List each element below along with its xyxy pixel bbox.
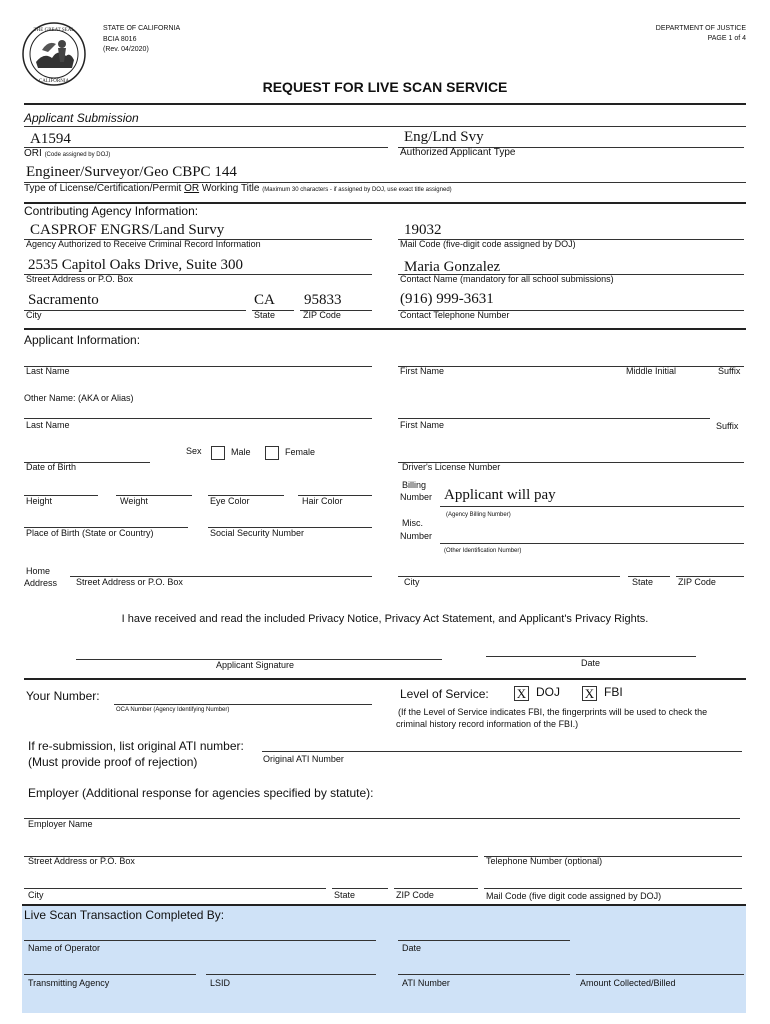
contact-phone-field[interactable]: (916) 999-3631 (400, 291, 494, 307)
agency-city-field[interactable]: Sacramento (28, 292, 99, 308)
fbi-note-2: criminal history record information of the FBI.) (396, 719, 579, 729)
ssn-label: Social Security Number (210, 528, 305, 538)
alias-last-name-field[interactable] (24, 418, 372, 419)
agency-address-label: Street Address or P.O. Box (26, 274, 133, 284)
mail-code-label: Mail Code (five-digit code assigned by DOJ) (400, 239, 576, 249)
billing-label-2: Number (400, 492, 433, 502)
doj-label: DOJ (536, 685, 560, 699)
ati-number-label: ATI Number (402, 978, 450, 988)
employer-zip-field[interactable] (394, 888, 478, 889)
original-ati-label: Original ATI Number (263, 754, 344, 764)
contact-name-field[interactable]: Maria Gonzalez (404, 259, 501, 275)
last-name-field[interactable] (24, 366, 372, 367)
other-name-label: Other Name: (AKA or Alias) (24, 393, 134, 403)
section-applicant-information: Applicant Information: (24, 333, 141, 347)
section-applicant-submission: Applicant Submission (24, 111, 139, 125)
privacy-statement: I have received and read the included Privacy Notice, Privacy Act Statement, and Applicant's Privacy Rights. (121, 613, 649, 625)
agency-zip-label: ZIP Code (303, 310, 341, 320)
billing-note: (Agency Billing Number) (446, 512, 511, 518)
sex-label: Sex (186, 446, 202, 456)
employer-mailcode-label: Mail Code (five digit code assigned by DOJ) (486, 891, 662, 901)
weight-label: Weight (120, 496, 148, 506)
female-checkbox[interactable] (265, 446, 279, 460)
first-name-field[interactable] (398, 366, 744, 367)
doj-checkbox[interactable]: X (514, 686, 529, 701)
female-label: Female (285, 447, 316, 457)
employer-state-field[interactable] (332, 888, 388, 889)
resubmission-note: (Must provide proof of rejection) (28, 755, 198, 769)
home-street-label: Street Address or P.O. Box (76, 577, 183, 587)
transmitting-agency-field[interactable] (24, 974, 196, 975)
middle-initial-label: Middle Initial (626, 366, 677, 376)
agency-state-label: State (254, 310, 276, 320)
license-title-label: Type of License/Certification/Permit OR Working Title (Maximum 30 characters - if assigned by DOJ, use exact title assigned) (24, 183, 452, 194)
ori-label: ORI (Code assigned by DOJ) (24, 148, 111, 159)
transaction-date-label: Date (402, 943, 422, 953)
original-ati-field[interactable] (262, 751, 742, 752)
operator-name-label: Name of Operator (28, 943, 101, 953)
drivers-license-label: Driver's License Number (402, 462, 501, 472)
signature-date-label: Date (581, 658, 601, 668)
oca-note: OCA Number (Agency Identifying Number) (116, 707, 230, 713)
agency-label: Agency Authorized to Receive Criminal Record Information (26, 239, 261, 249)
employer-name-label: Employer Name (28, 819, 93, 829)
divider (24, 103, 746, 105)
employer-street-label: Street Address or P.O. Box (28, 856, 135, 866)
alias-first-name-field[interactable] (398, 418, 710, 419)
state-seal-icon (22, 22, 86, 86)
page-title: REQUEST FOR LIVE SCAN SERVICE (262, 79, 508, 95)
employer-heading: Employer (Additional response for agencies specified by statute): (28, 786, 374, 800)
employer-name-field[interactable] (24, 818, 740, 819)
signature-date-field[interactable] (486, 656, 696, 657)
employer-state-label: State (334, 890, 356, 900)
fbi-note-1: (If the Level of Service indicates FBI, the fingerprints will be used to check the (398, 707, 708, 717)
employer-phone-label: Telephone Number (optional) (486, 856, 603, 866)
home-zip-label: ZIP Code (678, 577, 716, 587)
transaction-heading: Live Scan Transaction Completed By: (24, 908, 225, 922)
header-revision: (Rev. 04/2020) (103, 46, 149, 53)
last-name-label: Last Name (26, 366, 70, 376)
home-city-field[interactable] (398, 576, 620, 577)
fbi-checkbox[interactable]: X (582, 686, 597, 701)
agency-zip-field[interactable]: 95833 (304, 292, 342, 308)
billing-number-field[interactable]: Applicant will pay (444, 487, 556, 503)
agency-state-field[interactable]: CA (254, 292, 275, 308)
oca-number-field[interactable] (114, 704, 372, 705)
suffix-label: Suffix (718, 366, 741, 376)
dob-label: Date of Birth (26, 462, 77, 472)
agency-field[interactable]: CASPROF ENGRS/Land Survy (30, 222, 225, 238)
agency-city-label: City (26, 310, 42, 320)
billing-label-1: Billing (402, 480, 427, 490)
lsid-field[interactable] (206, 974, 376, 975)
header-page: PAGE 1 of 4 (707, 35, 746, 42)
header-department: DEPARTMENT OF JUSTICE (655, 25, 746, 32)
employer-zip-label: ZIP Code (396, 890, 434, 900)
home-label-2: Address (24, 578, 58, 588)
resubmission-label: If re-submission, list original ATI number: (28, 739, 244, 753)
misc-label-1: Misc. (402, 518, 423, 528)
contact-phone-label: Contact Telephone Number (400, 310, 510, 320)
male-label: Male (231, 447, 251, 457)
fbi-label: FBI (604, 685, 623, 699)
misc-number-field[interactable] (440, 543, 744, 544)
amount-field[interactable] (576, 974, 744, 975)
employer-city-label: City (28, 890, 44, 900)
eye-color-label: Eye Color (210, 496, 250, 506)
alias-first-label: First Name (400, 420, 445, 430)
employer-mailcode-field[interactable] (484, 888, 742, 889)
amount-label: Amount Collected/Billed (580, 978, 676, 988)
signature-label: Applicant Signature (216, 660, 295, 670)
male-checkbox[interactable] (211, 446, 225, 460)
home-label-1: Home (26, 566, 51, 576)
lsid-label: LSID (210, 978, 231, 988)
transmitting-agency-label: Transmitting Agency (28, 978, 110, 988)
applicant-type-field[interactable]: Eng/Lnd Svy (404, 129, 484, 145)
employer-city-field[interactable] (24, 888, 326, 889)
svg-text:THE GREAT SEAL: THE GREAT SEAL (33, 28, 75, 33)
contact-name-label: Contact Name (mandatory for all school submissions) (400, 274, 614, 284)
place-of-birth-label: Place of Birth (State or Country) (26, 528, 154, 538)
alias-suffix-label: Suffix (716, 421, 739, 431)
operator-name-field[interactable] (24, 940, 376, 941)
level-of-service-label: Level of Service: (400, 687, 489, 701)
height-label: Height (26, 496, 53, 506)
section-contributing-agency: Contributing Agency Information: (24, 204, 199, 218)
home-city-label: City (404, 577, 420, 587)
svg-text:CALIFORNIA: CALIFORNIA (38, 79, 70, 84)
transaction-date-field[interactable] (398, 940, 570, 941)
header-form-number: BCIA 8016 (103, 36, 137, 43)
your-number-label: Your Number: (26, 689, 100, 703)
misc-note: (Other Identification Number) (444, 548, 522, 554)
first-name-label: First Name (400, 366, 445, 376)
applicant-type-label: Authorized Applicant Type (400, 147, 516, 158)
ori-field[interactable]: A1594 (30, 131, 71, 147)
hair-color-label: Hair Color (302, 496, 343, 506)
agency-address-field[interactable]: 2535 Capitol Oaks Drive, Suite 300 (28, 257, 243, 273)
license-title-field[interactable]: Engineer/Surveyor/Geo CBPC 144 (26, 164, 237, 180)
ati-number-field[interactable] (398, 974, 570, 975)
home-state-label: State (632, 577, 654, 587)
misc-label-2: Number (400, 531, 433, 541)
header-state: STATE OF CALIFORNIA (103, 25, 181, 32)
mail-code-field[interactable]: 19032 (404, 222, 442, 238)
alias-last-label: Last Name (26, 420, 70, 430)
